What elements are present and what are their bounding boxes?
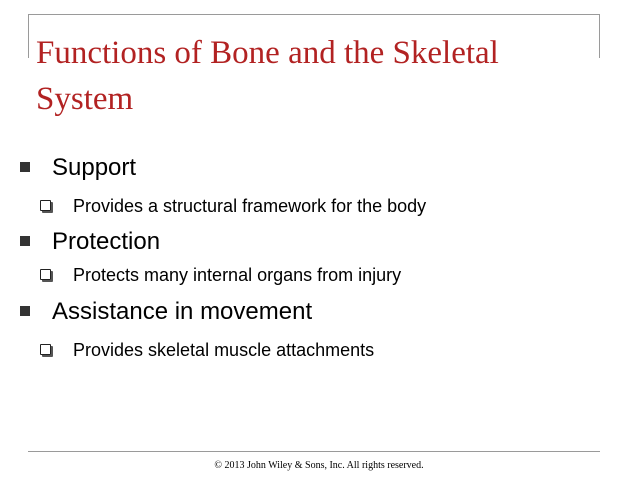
hollow-square-bullet-icon xyxy=(40,200,51,211)
sub-bullet-item xyxy=(40,339,374,361)
sub-bullet-item xyxy=(40,264,401,286)
hollow-square-bullet-icon xyxy=(40,344,51,355)
bullet-item xyxy=(20,228,160,256)
bullet-text: Assistance in movement xyxy=(52,298,313,325)
hollow-square-bullet-icon xyxy=(40,269,51,280)
footer-divider xyxy=(28,451,600,452)
square-bullet-icon xyxy=(20,162,30,172)
slide-title: Functions of Bone and the Skeletal System xyxy=(36,35,499,117)
sub-bullet-item xyxy=(40,195,426,217)
sub-bullet-text: Protects many internal organs from injury xyxy=(73,265,402,285)
bullet-item xyxy=(20,298,312,326)
square-bullet-icon xyxy=(20,306,30,316)
sub-bullet-text: Provides skeletal muscle attachments xyxy=(73,340,375,360)
sub-bullet-text: Provides a structural framework for the body xyxy=(73,196,427,216)
copyright-footer: © 2013 John Wiley & Sons, Inc. All rights reserved. xyxy=(214,460,424,471)
square-bullet-icon xyxy=(20,236,30,246)
bullet-text: Support xyxy=(52,154,137,181)
bullet-item xyxy=(20,154,136,182)
bullet-text: Protection xyxy=(52,228,161,255)
